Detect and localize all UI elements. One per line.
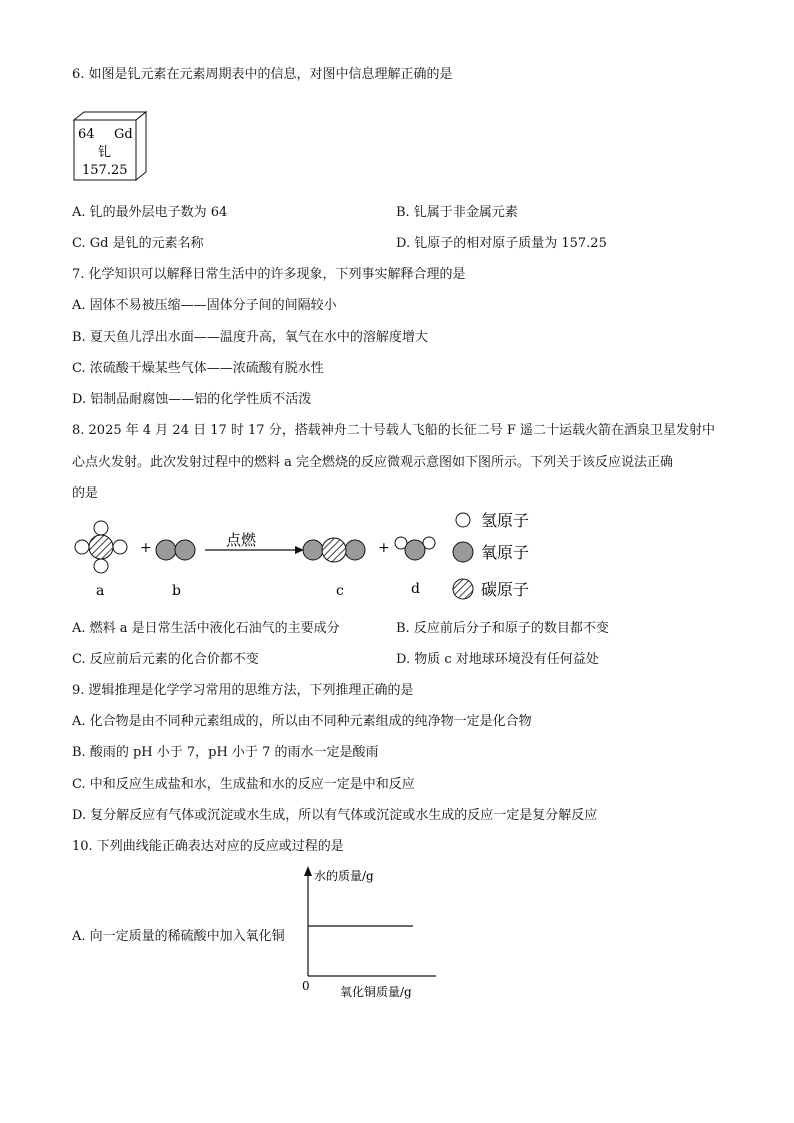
- q7-option-a: A. 固体不易被压缩——固体分子间的间隔较小: [72, 298, 337, 313]
- q6-option-c: C. Gd 是钆的元素名称: [72, 236, 204, 251]
- atomic-mass: 157.25: [82, 163, 128, 178]
- q7-stem: 7. 化学知识可以解释日常生活中的许多现象，下列事实解释合理的是: [72, 267, 466, 282]
- carbon-legend-icon: [453, 579, 473, 599]
- molecule-b: [156, 540, 195, 560]
- q7-option-d: D. 铝制品耐腐蚀——铝的化学性质不活泼: [72, 392, 312, 407]
- q7-option-b: B. 夏天鱼儿浮出水面——温度升高，氧气在水中的溶解度增大: [72, 330, 428, 345]
- graph-xlabel: 氧化铜质量/g: [340, 985, 412, 999]
- plus-1: +: [140, 540, 152, 556]
- reaction-diagram: [70, 505, 570, 605]
- legend-oxygen: 氧原子: [481, 543, 530, 562]
- q8-stem-line3: 的是: [72, 486, 99, 501]
- q8-option-a: A. 燃料 a 是日常生活中液化石油气的主要成分: [72, 621, 340, 636]
- label-a: a: [96, 583, 105, 599]
- molecule-d: [395, 537, 435, 560]
- oxygen-legend-icon: [453, 542, 473, 562]
- label-b: b: [172, 583, 181, 599]
- legend-carbon: 碳原子: [481, 580, 530, 599]
- molecule-a: [75, 521, 127, 573]
- element-name: 钆: [98, 145, 112, 160]
- plus-2: +: [378, 540, 390, 556]
- atomic-number: 64: [78, 127, 95, 142]
- q6-option-d: D. 钆原子的相对原子质量为 157.25: [396, 236, 607, 251]
- q8-option-c: C. 反应前后元素的化合价都不变: [72, 652, 259, 667]
- q6-option-b: B. 钆属于非金属元素: [396, 205, 518, 220]
- label-d: d: [411, 581, 420, 597]
- q9-option-a: A. 化合物是由不同种元素组成的，所以由不同种元素组成的纯净物一定是化合物: [72, 714, 532, 729]
- q9-stem: 9. 逻辑推理是化学学习常用的思维方法，下列推理正确的是: [72, 683, 414, 698]
- diagram-legend: [453, 511, 529, 599]
- element-symbol: Gd: [114, 127, 133, 142]
- q8-stem-line2: 心点火发射。此次发射过程中的燃料 a 完全燃烧的反应微观示意图如下图所示。下列关于该反应说法正确: [72, 455, 674, 470]
- molecule-c: [303, 538, 365, 562]
- q10-graph-a: [298, 862, 448, 1002]
- q6-stem: 6. 如图是钆元素在元素周期表中的信息，对图中信息理解正确的是: [72, 67, 453, 82]
- element-cell-gd: [70, 110, 150, 182]
- q8-option-b: B. 反应前后分子和原子的数目都不变: [396, 621, 609, 636]
- graph-ylabel: 水的质量/g: [314, 869, 374, 883]
- q9-option-c: C. 中和反应生成盐和水，生成盐和水的反应一定是中和反应: [72, 777, 415, 792]
- q10-option-a: A. 向一定质量的稀硫酸中加入氧化铜: [72, 929, 285, 944]
- q7-option-c: C. 浓硫酸干燥某些气体——浓硫酸有脱水性: [72, 361, 324, 376]
- legend-hydrogen: 氢原子: [481, 511, 530, 530]
- q9-option-d: D. 复分解反应有气体或沉淀或水生成，所以有气体或沉淀或水生成的反应一定是复分解反应: [72, 808, 598, 823]
- hydrogen-legend-icon: [456, 513, 470, 527]
- reaction-condition: 点燃: [226, 531, 257, 549]
- q8-stem-line1: 8. 2025 年 4 月 24 日 17 时 17 分，搭载神舟二十号载人飞船的长征二号 F 遥二十运载火箭在酒泉卫星发射中: [72, 423, 715, 438]
- label-c: c: [336, 583, 344, 599]
- q10-stem: 10. 下列曲线能正确表达对应的反应或过程的是: [72, 839, 344, 854]
- q9-option-b: B. 酸雨的 pH 小于 7，pH 小于 7 的雨水一定是酸雨: [72, 745, 379, 760]
- graph-origin: 0: [302, 979, 310, 993]
- q6-option-a: A. 钆的最外层电子数为 64: [72, 205, 228, 220]
- q8-option-d: D. 物质 c 对地球环境没有任何益处: [396, 652, 599, 667]
